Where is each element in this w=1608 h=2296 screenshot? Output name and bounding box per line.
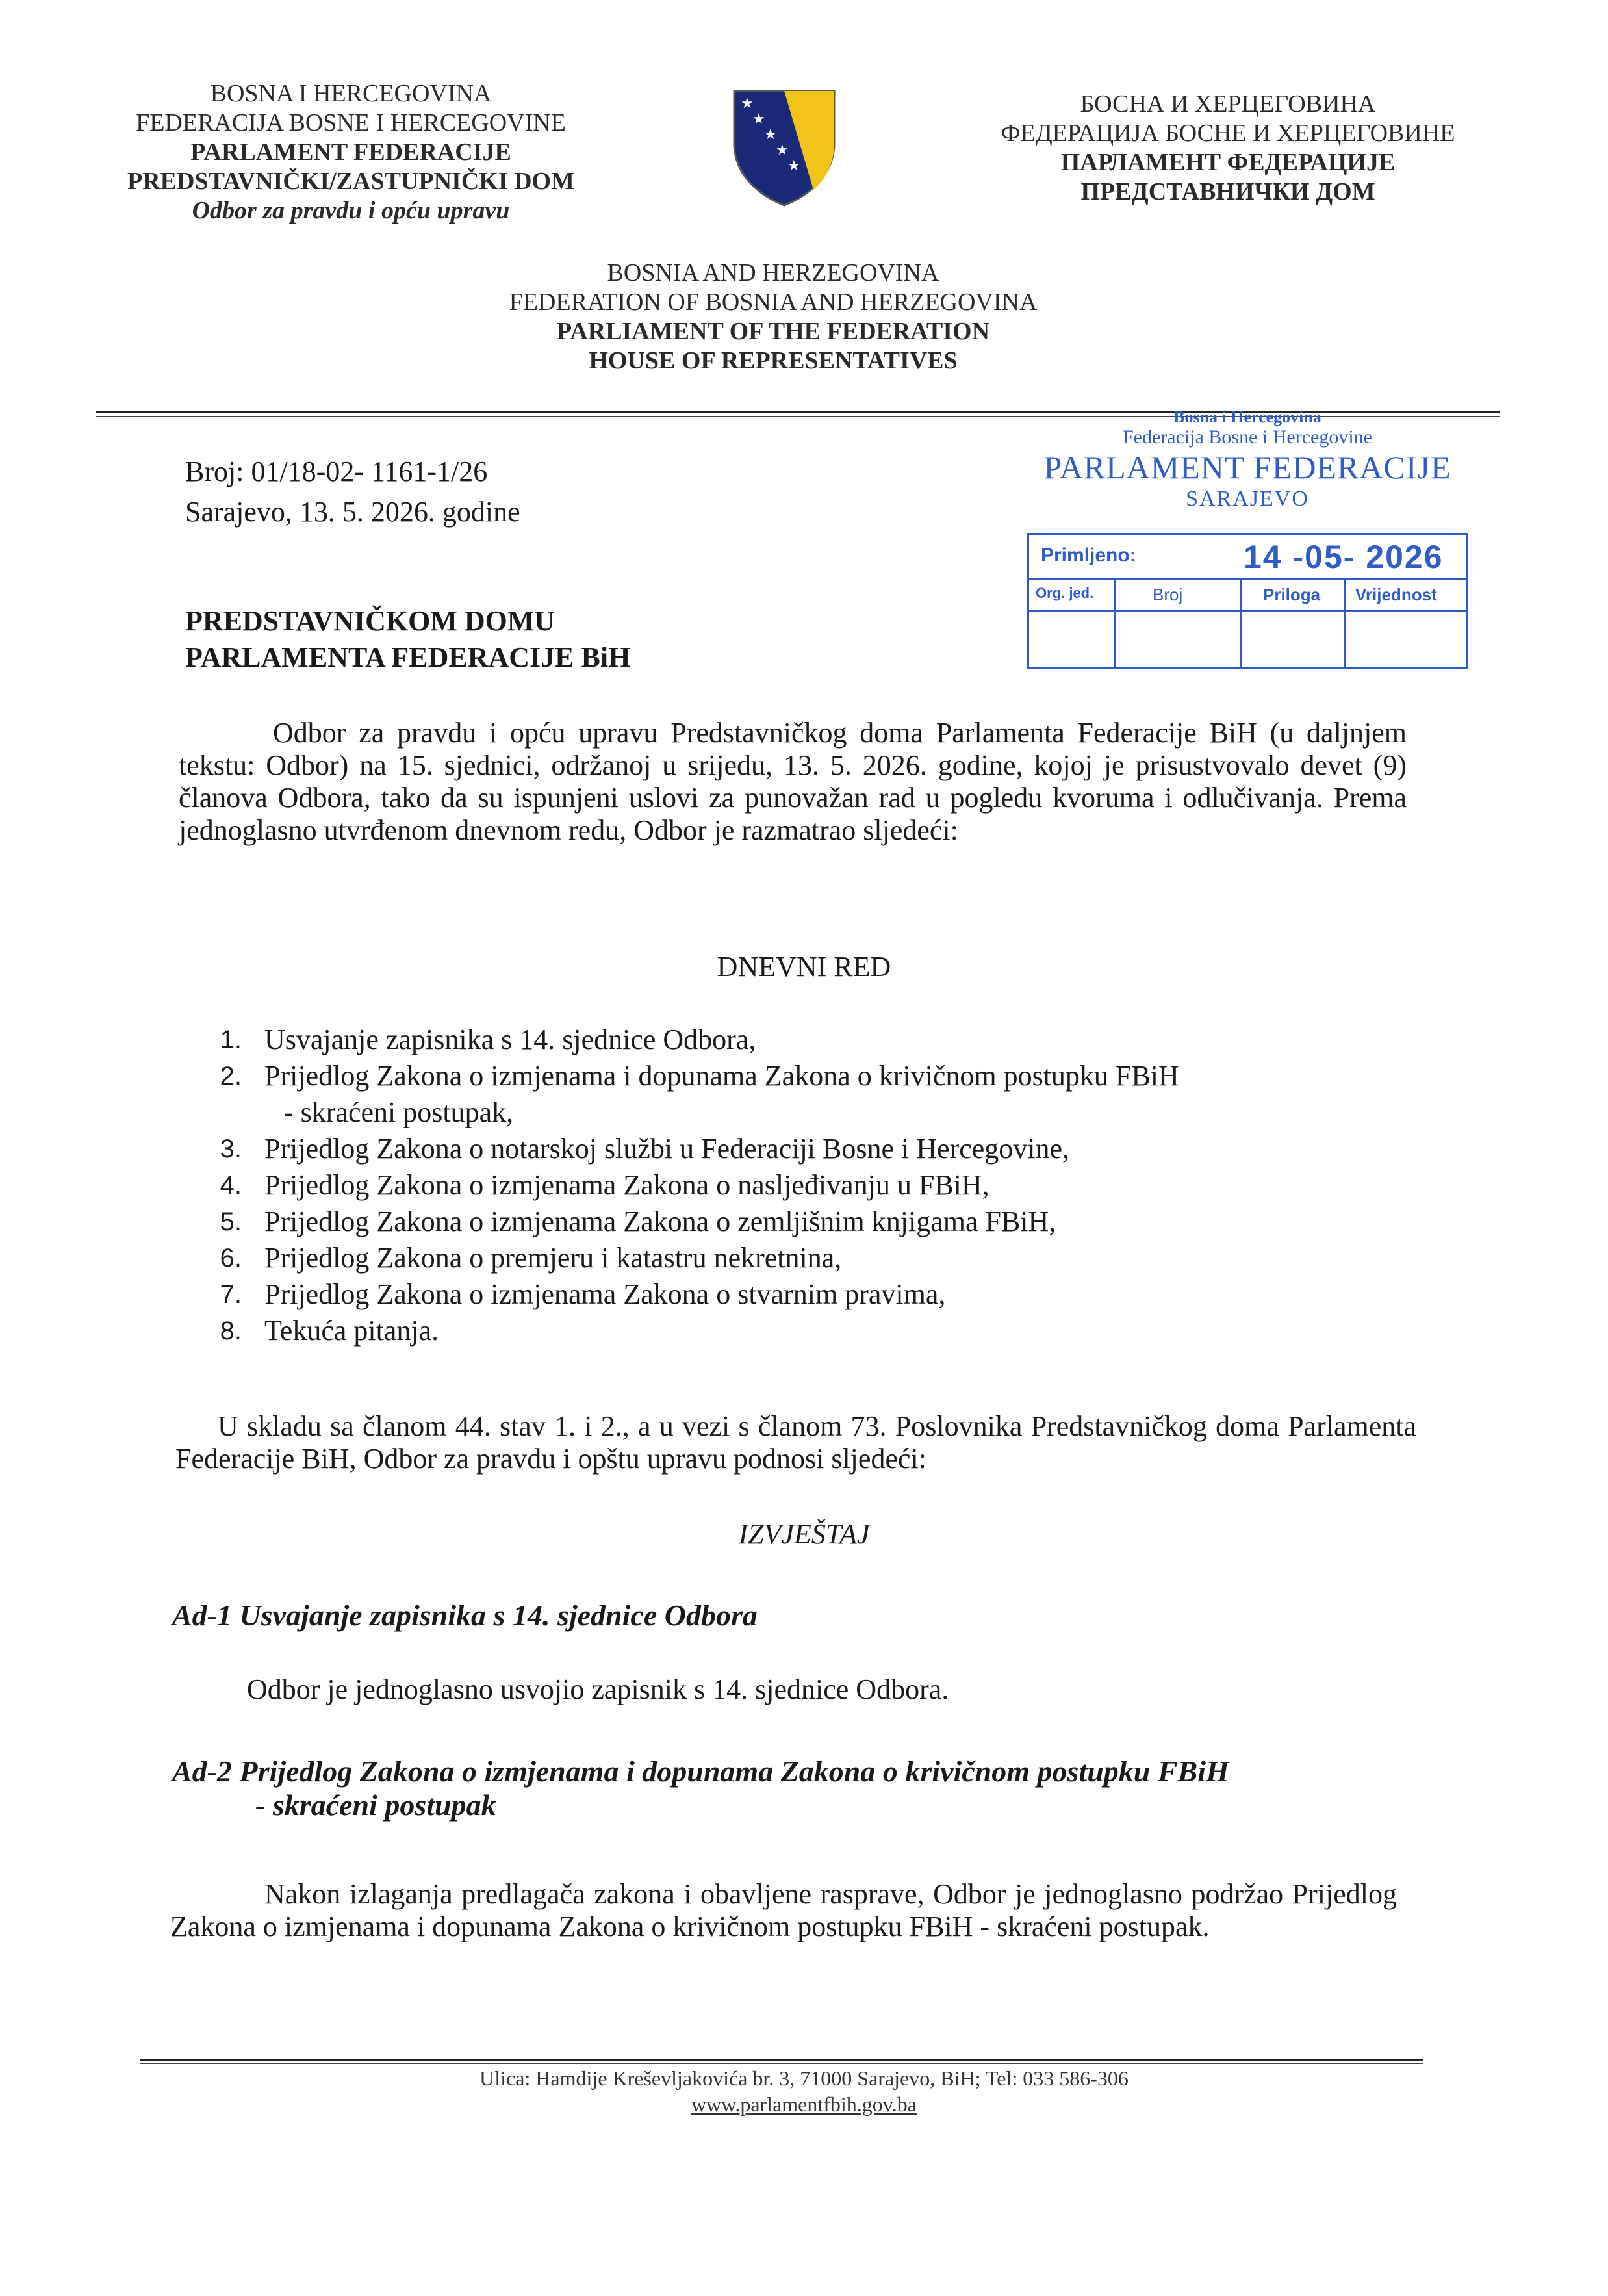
footer-url[interactable]: www.parlamentfbih.gov.ba <box>691 2093 917 2116</box>
stamp-col-header: Vrijednost <box>1355 585 1437 604</box>
reference-number: Broj: 01/18-02- 1161-1/26 <box>185 456 488 487</box>
ad2-text: Nakon izlaganja predlagača zakona i obavljene rasprave, Odbor je jednoglasno podržao Prijedlog Zakona o izmjenama i dopunama Zakona o krivičnom postupku FBiH - skraćeni postupak. <box>170 1878 1397 1942</box>
header-right-line: БОСНА И ХЕРЦЕГОВИНА <box>1080 90 1376 118</box>
reference-date: Sarajevo, 13. 5. 2026. godine <box>185 496 520 528</box>
stamp-received-label: Primljeno: <box>1041 545 1136 566</box>
header-center-line: HOUSE OF REPRESENTATIVES <box>589 347 958 374</box>
ad1-text: Odbor je jednoglasno usvojio zapisnik s 14. sjednice Odbora. <box>247 1673 949 1705</box>
stamp-col-header: Org. jed. <box>1036 585 1094 601</box>
agenda-item-number: 7. <box>220 1280 242 1309</box>
header-left-line: FEDERACIJA BOSNE I HERCEGOVINE <box>136 109 566 136</box>
agenda-item-text: Prijedlog Zakona o izmjenama Zakona o stvarnim pravima, <box>264 1278 946 1310</box>
stamp-col-divider <box>1344 578 1346 669</box>
agenda-item-number: 5. <box>220 1207 242 1236</box>
agenda-item-text: Prijedlog Zakona o premjeru i katastru nekretnina, <box>264 1242 842 1274</box>
agenda-item-text: Usvajanje zapisnika s 14. sjednice Odbora, <box>264 1024 756 1055</box>
footer-divider-thin <box>140 2063 1423 2064</box>
agenda-item <box>209 1204 1444 1240</box>
agenda-item <box>209 1167 1444 1204</box>
header-right-line: ФЕДЕРАЦИЈА БОСНЕ И ХЕРЦЕГОВИНЕ <box>1001 120 1455 147</box>
agenda-item <box>209 1058 1444 1131</box>
basis-paragraph: U skladu sa članom 44. stav 1. i 2., a u vezi s članom 73. Poslovnika Predstavničkog doma Parlamenta Federacije BiH, Odbor za pravdu i opštu upravu podnosi sljedeći: <box>175 1410 1416 1475</box>
footer-address: Ulica: Hamdije Kreševljakovića br. 3, 71000 Sarajevo, BiH; Tel: 033 586-306 <box>479 2067 1129 2090</box>
header-left <box>97 79 604 226</box>
agenda-item <box>209 1240 1444 1276</box>
agenda-item-number: 4. <box>220 1171 242 1200</box>
bosnia-coat-of-arms-icon <box>729 86 839 209</box>
stamp-col-divider <box>1240 578 1242 669</box>
svg-text:★: ★ <box>752 111 765 127</box>
footer <box>0 2065 1608 2117</box>
footer-divider <box>140 2059 1423 2061</box>
stamp-col-header: Broj <box>1153 585 1183 604</box>
agenda-item <box>209 1131 1444 1167</box>
ad2-heading-main: Ad-2 Prijedlog Zakona o izmjenama i dopunama Zakona o krivičnom postupku FBiH <box>172 1755 1229 1788</box>
received-stamp <box>1027 407 1468 604</box>
recipient-line: PREDSTAVNIČKOM DOMU <box>185 605 555 637</box>
ad2-heading-sub: - skraćeni postupak <box>255 1788 496 1822</box>
header-center-line: BOSNIA AND HERZEGOVINA <box>607 259 939 287</box>
stamp-box <box>1027 533 1468 669</box>
agenda-item <box>209 1022 1444 1058</box>
agenda-item <box>209 1313 1444 1349</box>
header-left-line: PREDSTAVNIČKI/ZASTUPNIČKI DOM <box>127 168 574 195</box>
stamp-line: Bosna i Hercegovina <box>1173 407 1321 426</box>
reference-block <box>185 452 520 532</box>
agenda-item-text: Prijedlog Zakona o notarskoj službi u Federaciji Bosne i Hercegovine, <box>264 1133 1070 1165</box>
stamp-col-divider <box>1114 578 1116 669</box>
header-center-line: FEDERATION OF BOSNIA AND HERZEGOVINA <box>509 289 1038 316</box>
agenda-item-number: 8. <box>220 1317 242 1345</box>
header-right <box>936 90 1520 207</box>
agenda-item-text: Tekuća pitanja. <box>264 1315 439 1347</box>
recipient <box>185 603 630 676</box>
agenda-item-subtext: - skraćeni postupak, <box>284 1096 514 1128</box>
agenda-item-number: 1. <box>220 1025 242 1054</box>
svg-text:★: ★ <box>764 127 777 143</box>
intro-paragraph: Odbor za pravdu i opću upravu Predstavničkog doma Parlamenta Federacije BiH (u daljnjem tekstu: Odbor) na 15. sjednici, održanoj u srijedu, 13. 5. 2026. godine, kojoj je prisustvovalo devet (9) članova Odbora, tako da su ispunjeni uslovi za punovažan rad u pogledu kvoruma i odlučivanja. Prema jednoglasno utvrđenom dnevnom redu, Odbor je razmatrao sljedeći: <box>179 717 1407 846</box>
stamp-col-header: Priloga <box>1263 585 1321 604</box>
header-center-line: PARLIAMENT OF THE FEDERATION <box>556 318 990 345</box>
ad2-heading <box>172 1755 1229 1822</box>
stamp-line: Federacija Bosne i Hercegovine <box>1122 426 1372 448</box>
agenda-item <box>209 1276 1444 1313</box>
agenda-item-number: 2. <box>220 1062 242 1090</box>
agenda-item-text: Prijedlog Zakona o izmjenama Zakona o nasljeđivanju u FBiH, <box>264 1169 989 1201</box>
svg-text:★: ★ <box>776 142 789 159</box>
header-right-line: ПРЕДСТАВНИЧКИ ДОМ <box>1080 178 1375 205</box>
stamp-line: PARLAMENT FEDERACIJE <box>1043 449 1451 485</box>
ad1-heading: Ad-1 Usvajanje zapisnika s 14. sjednice Odbora <box>172 1599 758 1632</box>
header-left-line: BOSNA I HERCEGOVINA <box>210 80 492 107</box>
committee-name: Odbor za pravdu i opću upravu <box>192 197 510 224</box>
agenda-title: DNEVNI RED <box>717 951 891 983</box>
recipient-line: PARLAMENTA FEDERACIJE BiH <box>185 641 631 673</box>
header-right-line: ПАРЛАМЕНТ ФЕДЕРАЦИЈЕ <box>1060 149 1396 176</box>
agenda-item-text: Prijedlog Zakona o izmjenama Zakona o zemljišnim knjigama FBiH, <box>264 1206 1056 1237</box>
stamp-received-date: 14 -05- 2026 <box>1244 539 1444 575</box>
svg-text:★: ★ <box>741 96 754 112</box>
header-center <box>416 259 1130 376</box>
svg-text:★: ★ <box>787 158 800 174</box>
stamp-line: SARAJEVO <box>1186 487 1309 511</box>
agenda-item-text: Prijedlog Zakona o izmjenama i dopunama Zakona o krivičnom postupku FBiH <box>264 1060 1179 1092</box>
agenda-item-number: 3. <box>220 1135 242 1163</box>
report-title: IZVJEŠTAJ <box>738 1518 870 1550</box>
agenda-item-number: 6. <box>220 1244 242 1272</box>
agenda-list <box>209 1022 1444 1349</box>
header-left-line: PARLAMENT FEDERACIJE <box>190 138 511 166</box>
